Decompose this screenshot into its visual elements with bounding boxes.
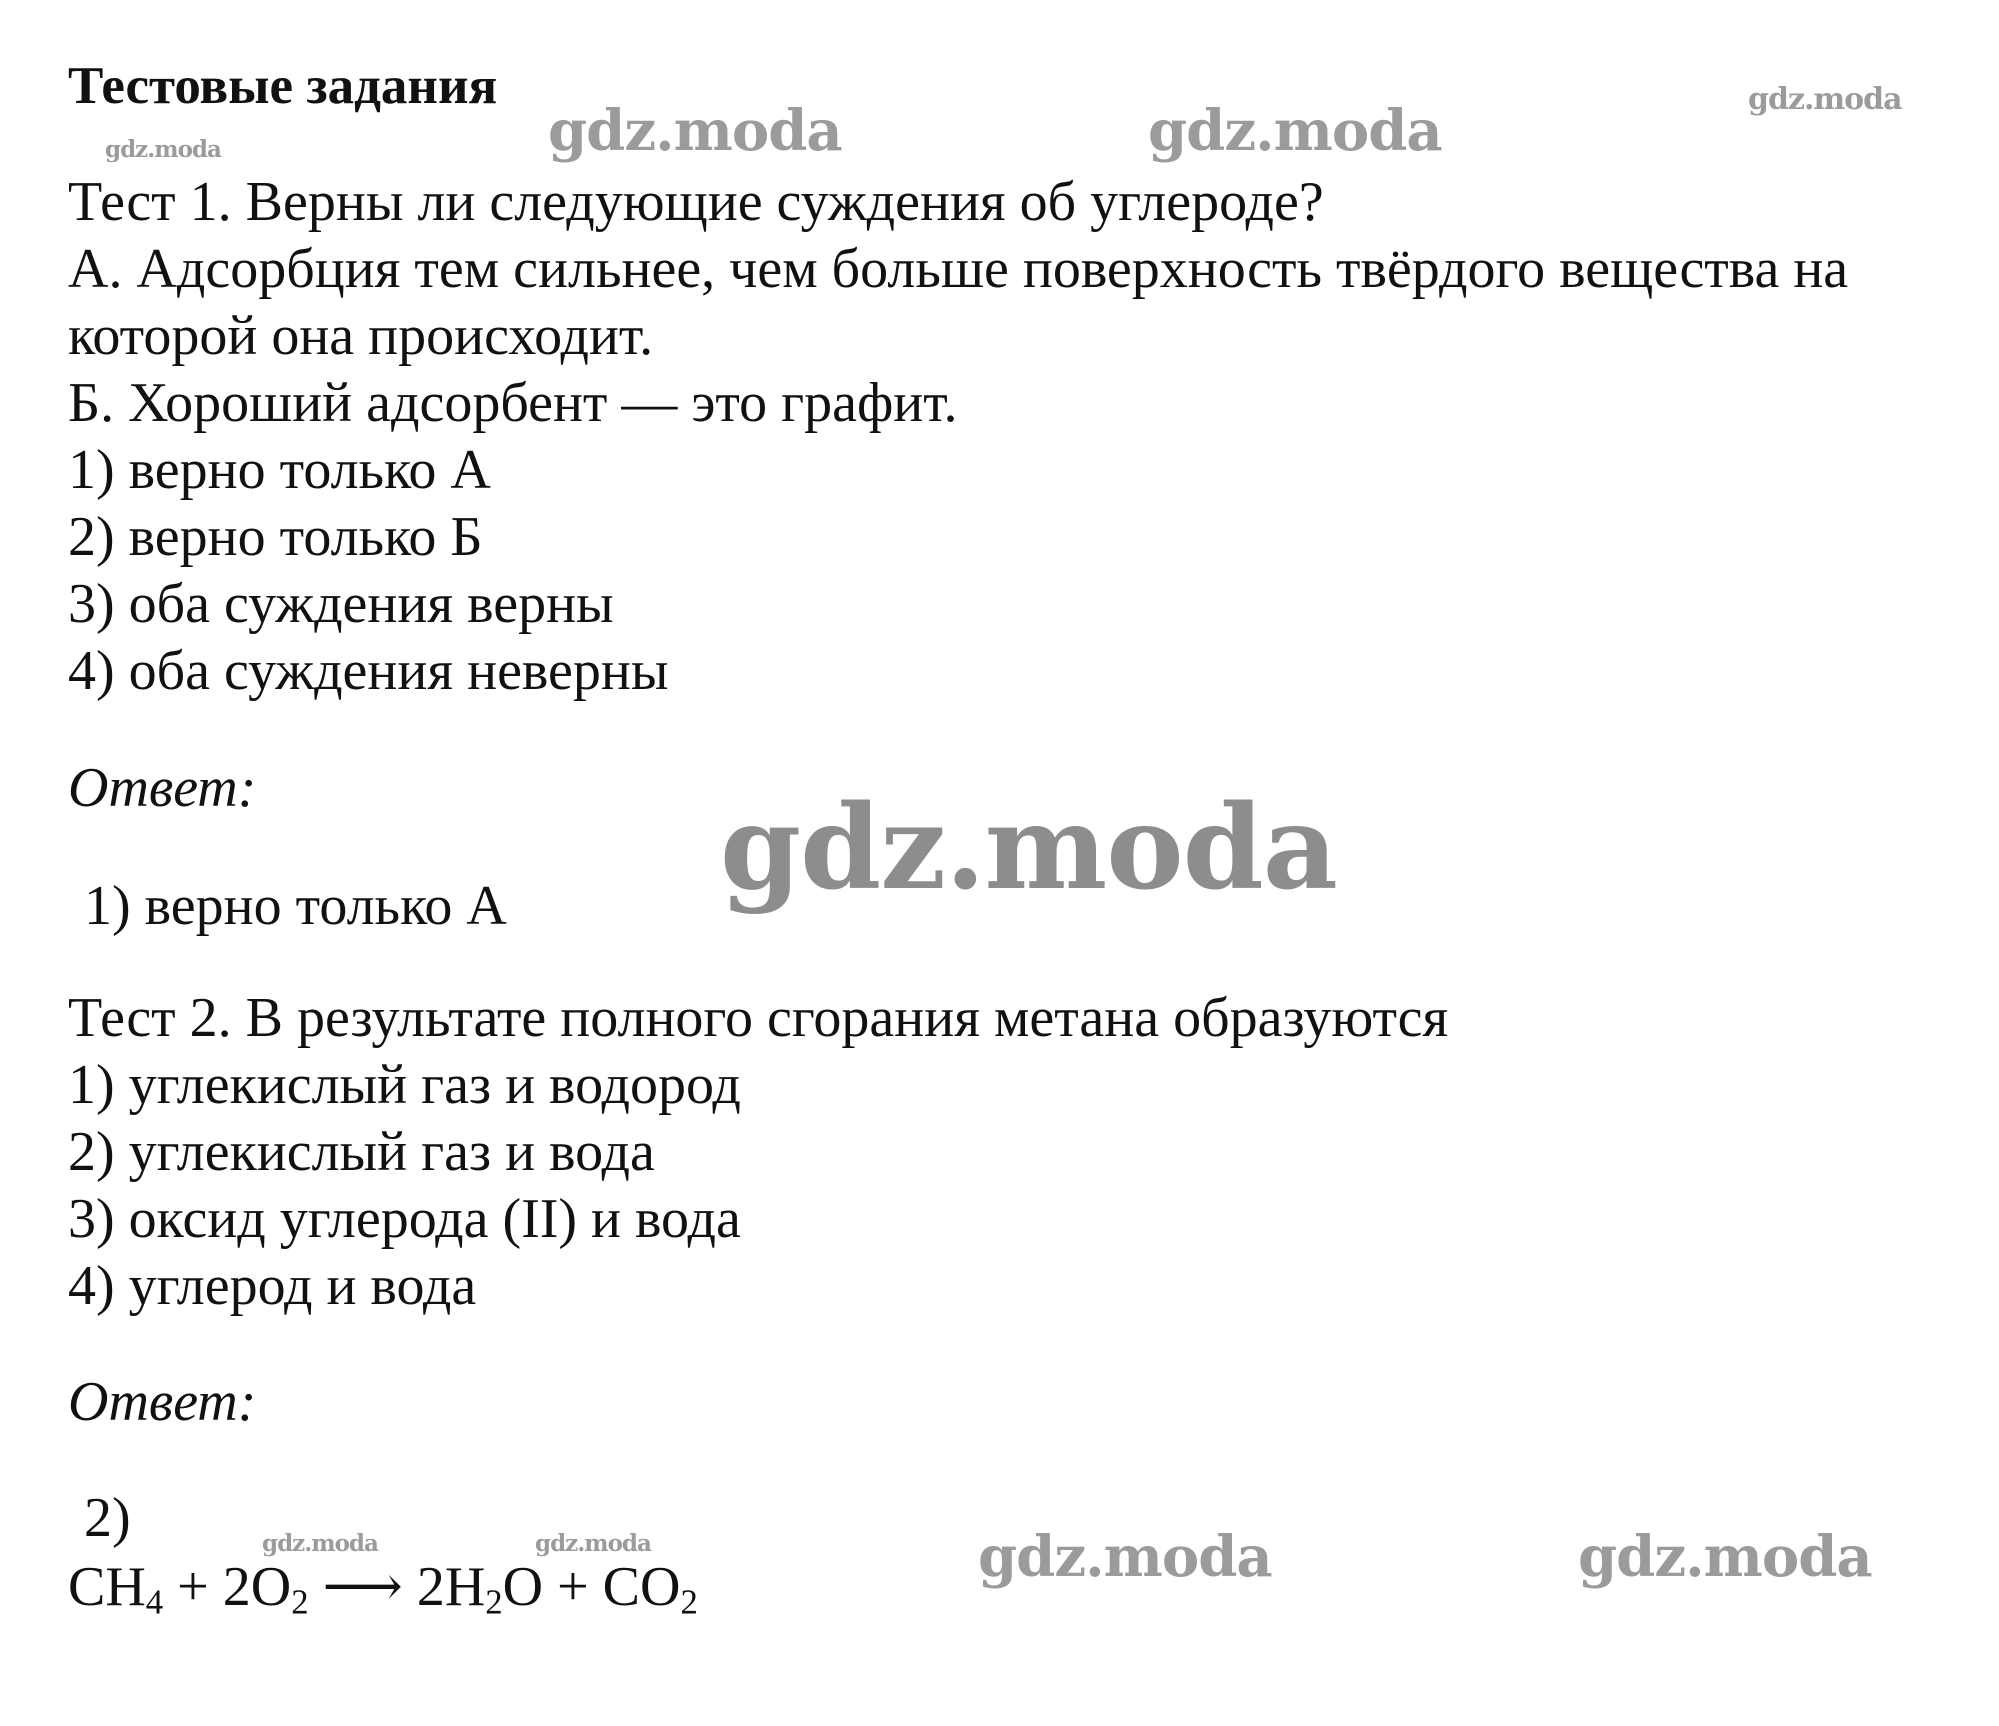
watermark: gdz.moda (548, 98, 842, 164)
test1-option-4: 4) оба суждения неверны (68, 640, 669, 702)
watermark: gdz.moda (1578, 1524, 1872, 1590)
test1-statement-b: Б. Хороший адсорбент — это графит. (68, 372, 958, 434)
test2-answer-label: Ответ: (68, 1371, 257, 1433)
test1-option-3: 3) оба суждения верны (68, 573, 614, 635)
combustion-equation (68, 1555, 698, 1622)
page-heading: Тестовые задания (68, 57, 498, 115)
test1-answer: 1) верно только А (84, 875, 507, 937)
equation-arrow-h: ⟶ 2H (308, 1556, 486, 1618)
watermark: gdz.moda (1148, 98, 1442, 164)
equation-sub-2: 2 (291, 1582, 309, 1622)
watermark: gdz.moda (978, 1524, 1272, 1590)
equation-sub-2: 2 (680, 1582, 698, 1622)
equation-sub-4: 4 (145, 1582, 164, 1622)
equation-plus-o: + 2O (163, 1556, 292, 1618)
test2-question: Тест 2. В результате полного сгорания метана образуются (68, 987, 1449, 1049)
watermark-large: gdz.moda (720, 780, 1337, 916)
test1-statement-a-cont: которой она происходит. (68, 305, 654, 367)
watermark: gdz.moda (105, 136, 221, 163)
watermark: gdz.moda (1748, 82, 1902, 117)
equation-o-co: O + CO (502, 1556, 681, 1618)
watermark: gdz.moda (262, 1530, 378, 1557)
test1-answer-label: Ответ: (68, 757, 257, 819)
watermark: gdz.moda (535, 1530, 651, 1557)
equation-ch: CH (68, 1556, 146, 1618)
test1-option-1: 1) верно только А (68, 439, 491, 501)
test2-option-1: 1) углекислый газ и водород (68, 1054, 741, 1116)
equation-sub-2: 2 (485, 1582, 503, 1622)
test2-option-2: 2) углекислый газ и вода (68, 1121, 655, 1183)
test1-statement-a: А. Адсорбция тем сильнее, чем больше поверхность твёрдого вещества на (68, 238, 1849, 300)
test1-option-2: 2) верно только Б (68, 506, 483, 568)
test2-option-4: 4) углерод и вода (68, 1255, 477, 1317)
test2-option-3: 3) оксид углерода (II) и вода (68, 1188, 741, 1250)
test2-answer: 2) (84, 1487, 131, 1549)
test1-question: Тест 1. Верны ли следующие суждения об углероде? (68, 171, 1324, 233)
